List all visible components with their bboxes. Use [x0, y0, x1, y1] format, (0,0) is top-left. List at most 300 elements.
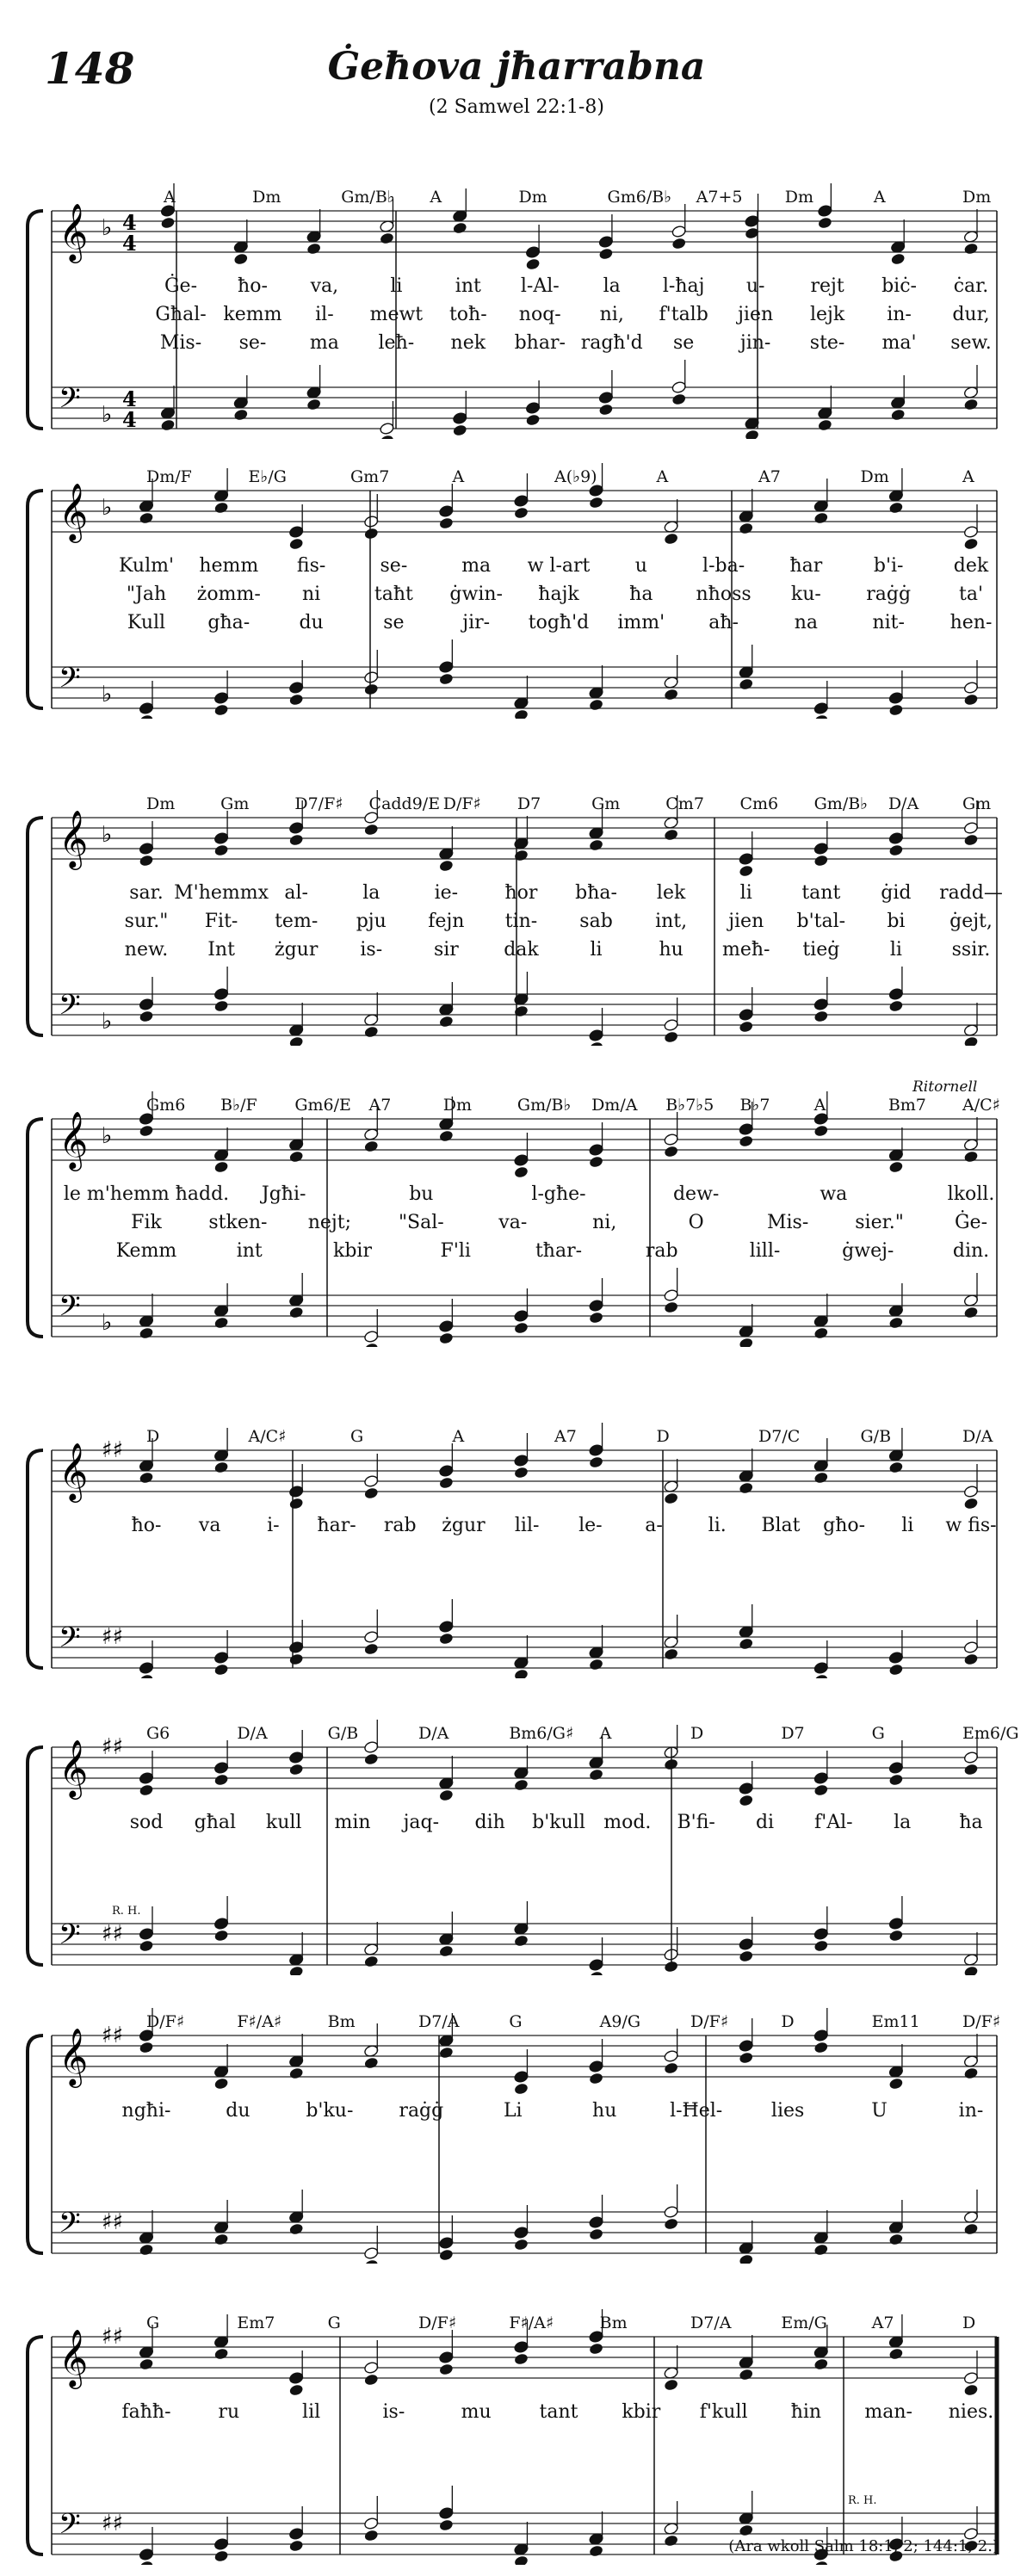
lyric-syllable: ġwin-	[449, 584, 503, 605]
lyric-syllable: dek	[953, 555, 989, 577]
bass-clef-icon: 𝄢	[59, 1918, 81, 1958]
lyric-syllable: l-ħaj	[662, 275, 705, 297]
music-system	[0, 1037, 1033, 1347]
note-head	[306, 365, 322, 411]
lyric-syllable: mewt	[369, 304, 424, 325]
brace	[28, 1450, 43, 1668]
chord-symbol: Dm	[442, 1096, 472, 1115]
lyric-syllable: le-	[578, 1515, 603, 1536]
note-head	[139, 977, 154, 1023]
music-system	[0, 1665, 1033, 1975]
rh-marking: R. H.	[112, 1905, 141, 1918]
note-head	[664, 2345, 679, 2392]
lyric-syllable: għa-	[207, 612, 251, 633]
chord-symbol: Dm	[146, 794, 176, 813]
bass-clef-icon: 𝄢	[59, 2207, 81, 2246]
chord-symbol: D/A	[237, 1724, 268, 1743]
lyric-syllable: O	[688, 1212, 704, 1233]
lyric-syllable: kbir	[622, 2401, 661, 2423]
note-head	[213, 2200, 229, 2246]
lyric-syllable: stken-	[208, 1212, 268, 1233]
lyric-syllable: se-	[238, 332, 267, 354]
lyric-syllable: Kull	[127, 612, 166, 633]
chord-symbol: Gm6/E	[294, 1096, 351, 1115]
lyric-line	[0, 275, 1033, 300]
note-head	[813, 2210, 829, 2257]
lyric-syllable: ru	[218, 2401, 240, 2423]
lyric-syllable: ta'	[958, 584, 984, 605]
lyric-syllable: din.	[952, 1240, 990, 1262]
brace	[28, 1747, 43, 1965]
lyric-syllable: ku-	[790, 584, 821, 605]
lyric-syllable: int	[236, 1240, 263, 1262]
chord-symbol: A	[656, 467, 669, 486]
lyric-syllable: ħa	[959, 1812, 983, 1833]
lyric-syllable: fis-	[296, 555, 326, 577]
lyric-syllable: b'i-	[873, 555, 904, 577]
chord-symbol: G6	[146, 1724, 170, 1743]
lyric-syllable: hu	[592, 2100, 617, 2122]
bass-clef-icon: 𝄢	[59, 1290, 81, 1330]
chord-symbol: A	[452, 1427, 465, 1446]
lyric-syllable: b'ku-	[306, 2100, 354, 2122]
treble-clef-icon: 𝄞	[59, 1110, 89, 1169]
lyric-syllable: nejt;	[307, 1212, 352, 1233]
lyric-line	[0, 555, 1033, 579]
note-head	[514, 676, 529, 719]
lyric-syllable: le m'hemm ħadd.	[63, 1183, 230, 1205]
lyric-syllable: nħoss	[696, 584, 752, 605]
lyric-syllable: Blat	[761, 1515, 801, 1536]
chord-symbol: D7/F♯	[294, 794, 343, 813]
treble-clef-icon: 𝄞	[59, 1739, 89, 1797]
key-signature-flat-icon: ♭	[102, 402, 113, 428]
lyric-syllable: Mis-	[159, 332, 202, 354]
lyric-line	[0, 939, 1033, 963]
note-head	[739, 645, 754, 691]
lyric-syllable: rab	[383, 1515, 417, 1536]
treble-clef-icon: 𝄞	[59, 1442, 89, 1500]
chord-symbol: Gm/B♭	[516, 1096, 572, 1115]
key-signature-sharp-icon: ♯♯	[102, 1624, 124, 1650]
chord-symbol: G/B	[327, 1724, 359, 1743]
lyric-syllable: ċar.	[953, 275, 989, 297]
footnote: (Ara wkoll Salm 18:1, 2; 144:1, 2.)	[728, 2537, 999, 2555]
lyric-syllable: ni,	[592, 1212, 617, 1233]
lyric-line	[0, 882, 1033, 906]
note-head	[963, 1273, 979, 1319]
music-system	[0, 1954, 1033, 2264]
lyric-syllable: w l-art	[527, 555, 591, 577]
treble-clef-icon: 𝄞	[59, 202, 89, 261]
lyric-syllable: l-ba-	[702, 555, 745, 577]
note-head	[739, 489, 754, 535]
lyric-syllable: a-	[645, 1515, 663, 1536]
note-head	[363, 650, 379, 696]
lyric-syllable: sar.	[129, 882, 164, 904]
chord-symbol: D	[781, 2012, 795, 2031]
lyric-syllable: Mis-	[766, 1212, 809, 1233]
lyric-syllable: f'kull	[699, 2401, 748, 2423]
chord-symbol: Cadd9/E	[368, 794, 441, 813]
lyric-syllable: ħo-	[238, 275, 268, 297]
chord-symbol: D/F♯	[690, 2012, 729, 2031]
lyric-syllable: nit-	[872, 612, 905, 633]
lyric-syllable: se-	[380, 555, 408, 577]
note-head	[739, 1449, 754, 1495]
lyric-syllable: żgur	[442, 1515, 486, 1536]
chord-symbol: D/F♯	[418, 2313, 457, 2332]
note-head	[888, 2200, 904, 2246]
lyric-line	[0, 1812, 1033, 1836]
note-head	[890, 219, 906, 266]
brace	[28, 2337, 43, 2554]
note-head	[139, 681, 154, 719]
note-head	[589, 2195, 604, 2241]
lyric-syllable: l-Ħel-	[670, 2100, 723, 2122]
lyric-syllable: li	[901, 1515, 914, 1536]
lyric-syllable: ma'	[881, 332, 917, 354]
chord-symbols	[0, 794, 1033, 820]
chord-symbol: Gm7	[350, 467, 390, 486]
note-head	[438, 1599, 454, 1646]
note-head	[664, 1459, 679, 1505]
note-head	[438, 2486, 454, 2532]
chord-symbol: D7/A	[418, 2012, 460, 2031]
lyric-syllable: M'hemmx	[174, 882, 269, 904]
key-signature-flat-icon: ♭	[102, 1123, 113, 1149]
lyric-syllable: lejk	[809, 304, 845, 325]
lyric-syllable: Jgħi-	[261, 1183, 306, 1205]
note-head	[514, 972, 529, 1018]
note-head	[739, 1604, 754, 1651]
lyric-syllable: noq-	[518, 304, 561, 325]
lyric-syllable: pju	[356, 911, 387, 932]
lyric-syllable: lill-	[749, 1240, 781, 1262]
chord-symbol: B♭7	[739, 1096, 770, 1115]
chord-symbol: D	[962, 2313, 976, 2332]
chord-symbol: A	[430, 188, 442, 207]
chord-symbol: D/F♯	[146, 2012, 185, 2031]
lyric-syllable: lil-	[514, 1515, 540, 1536]
key-signature-flat-icon: ♭	[102, 1310, 113, 1336]
note-head	[813, 1294, 829, 1340]
note-head	[438, 1912, 454, 1958]
key-signature-sharp-icon: ♯♯	[102, 1437, 124, 1463]
lyric-syllable: li	[390, 275, 403, 297]
chord-symbol: Bm	[327, 2012, 356, 2031]
lyric-syllable: għo-	[823, 1515, 866, 1536]
lyric-syllable: lies	[770, 2100, 805, 2122]
chord-symbol: D	[146, 1427, 160, 1446]
lyric-syllable: la	[362, 882, 380, 904]
lyric-syllable: hu	[659, 939, 684, 961]
lyric-syllable: żomm-	[196, 584, 261, 605]
note-head	[363, 2496, 379, 2542]
treble-clef-icon: 𝄞	[59, 482, 89, 541]
lyric-syllable: Fik	[131, 1212, 162, 1233]
note-head	[664, 1615, 679, 1661]
lyric-syllable: na	[794, 612, 819, 633]
treble-clef-icon: 𝄞	[59, 2328, 89, 2387]
chord-symbol: F♯/A♯	[237, 2012, 282, 2031]
lyric-syllable: nies.	[948, 2401, 994, 2423]
chord-symbol: Cm7	[665, 794, 704, 813]
lyric-syllable: "Sal-	[398, 1212, 444, 1233]
lyric-syllable: imm'	[617, 612, 665, 633]
lyric-syllable: is-	[360, 939, 383, 961]
chord-symbols	[0, 467, 1033, 493]
lyric-line	[0, 911, 1033, 935]
note-head	[664, 2501, 679, 2548]
lyric-syllable: min	[334, 1812, 371, 1833]
note-head	[963, 2190, 979, 2236]
note-head	[213, 1896, 229, 1943]
lyric-line	[0, 332, 1033, 356]
music-system	[0, 409, 1033, 719]
note-head	[589, 665, 604, 712]
lyric-line	[0, 1183, 1033, 1208]
lyric-syllable: ħar	[789, 555, 823, 577]
chord-symbol: A7	[368, 1096, 392, 1115]
bass-clef-icon: 𝄢	[59, 662, 81, 701]
lyric-syllable: va	[198, 1515, 221, 1536]
note-head	[139, 2210, 154, 2257]
lyric-syllable: li.	[708, 1515, 727, 1536]
lyric-syllable: se	[383, 612, 405, 633]
brace	[28, 2035, 43, 2253]
chord-symbol: G/B	[860, 1427, 892, 1446]
lyric-syllable: rab	[645, 1240, 678, 1262]
lyric-line	[0, 584, 1033, 608]
lyric-syllable: kull	[265, 1812, 302, 1833]
lyric-syllable: lil	[302, 2401, 321, 2423]
lyric-syllable: tħar-	[535, 1240, 583, 1262]
lyric-syllable: jaq-	[403, 1812, 440, 1833]
lyric-line	[0, 1240, 1033, 1264]
lyric-syllable: Għal-	[155, 304, 207, 325]
bass-clef-icon: 𝄢	[59, 989, 81, 1029]
lyric-syllable: dak	[504, 939, 539, 961]
chord-symbol: A/C♯	[248, 1427, 287, 1446]
chord-symbol: Bm6/G♯	[509, 1724, 574, 1743]
chord-symbol: Gm/B♭	[813, 794, 869, 813]
key-signature-sharp-icon: ♯♯	[102, 2023, 124, 2048]
note-head	[139, 2527, 154, 2565]
ritornell-label: Ritornell	[912, 1078, 978, 1096]
chord-symbol: Gm	[220, 794, 250, 813]
lyric-syllable: bi	[887, 911, 906, 932]
chord-symbols	[0, 2012, 1033, 2038]
lyric-syllable: "Jah	[126, 584, 167, 605]
note-head	[514, 2522, 529, 2565]
bass-clef-icon: 𝄢	[59, 382, 81, 422]
lyric-syllable: mu	[461, 2401, 492, 2423]
chord-symbols	[0, 2313, 1033, 2339]
lyric-syllable: ġwej-	[842, 1240, 894, 1262]
chord-symbol: A/C♯	[962, 1096, 1000, 1115]
key-signature-flat-icon: ♭	[102, 822, 113, 848]
lyric-syllable: li	[889, 939, 902, 961]
lyric-syllable: sir	[433, 939, 459, 961]
lyric-syllable: bu	[409, 1183, 434, 1205]
chord-symbol: D/A	[962, 1427, 993, 1446]
lyric-syllable: ħajk	[538, 584, 579, 605]
chord-symbol: Em/G	[781, 2313, 827, 2332]
note-head	[213, 1283, 229, 1330]
hymn-number: 148	[45, 43, 135, 94]
music-system	[0, 2255, 1033, 2565]
lyric-syllable: in-	[958, 2100, 984, 2122]
lyric-syllable: new.	[124, 939, 169, 961]
chord-symbol: Cm6	[739, 794, 779, 813]
lyric-line	[0, 304, 1033, 328]
time-signature: 4	[122, 231, 137, 256]
note-head	[514, 1901, 529, 1948]
chord-symbol: Gm/B♭	[341, 188, 395, 207]
chord-symbol: A	[813, 1096, 826, 1115]
chord-symbol: Gm	[591, 794, 621, 813]
lyric-syllable: B'fi-	[677, 1812, 715, 1833]
note-head	[514, 816, 529, 862]
time-signature: 4	[122, 386, 137, 411]
chord-symbols	[0, 1096, 1033, 1121]
lyric-syllable: w fis-	[945, 1515, 997, 1536]
bass-clef-icon: 𝄢	[59, 1622, 81, 1661]
lyric-syllable: b'kull	[532, 1812, 585, 1833]
music-system	[0, 129, 1033, 439]
chord-symbol: A(♭9)	[554, 467, 597, 486]
lyric-syllable: sier."	[855, 1212, 904, 1233]
chord-symbol: A7	[871, 2313, 894, 2332]
lyric-syllable: bhar-	[514, 332, 566, 354]
lyric-syllable: is-	[382, 2401, 405, 2423]
chord-symbols	[0, 188, 1033, 213]
note-head	[963, 365, 979, 411]
note-head	[213, 2044, 229, 2091]
lyric-syllable: sod	[129, 1812, 164, 1833]
note-head	[739, 1304, 754, 1347]
lyric-syllable: u-	[745, 275, 765, 297]
chord-symbol: A7	[554, 1427, 577, 1446]
lyric-syllable: ħo-	[131, 1515, 162, 1536]
time-signature: 4	[122, 210, 137, 235]
lyric-syllable: leħ-	[378, 332, 415, 354]
lyric-syllable: hen-	[949, 612, 993, 633]
lyric-syllable: int,	[655, 911, 688, 932]
lyric-syllable: u	[634, 555, 647, 577]
key-signature-sharp-icon: ♯♯	[102, 2324, 124, 2350]
lyric-syllable: rejt	[810, 275, 844, 297]
lyric-syllable: ma	[461, 555, 492, 577]
lyric-syllable: jien	[728, 911, 764, 932]
lyric-syllable: jien	[738, 304, 774, 325]
lyric-syllable: kemm	[223, 304, 282, 325]
lyric-syllable: lek	[656, 882, 686, 904]
lyric-syllable: tieġ	[802, 939, 840, 961]
treble-clef-icon: 𝄞	[59, 809, 89, 868]
lyric-syllable: va,	[310, 275, 339, 297]
chord-symbols	[0, 1427, 1033, 1453]
lyric-syllable: raġġ	[866, 584, 912, 605]
lyric-syllable: b'tal-	[796, 911, 846, 932]
lyric-syllable: sur."	[124, 911, 169, 932]
note-head	[813, 681, 829, 719]
chord-symbol: D7/C	[758, 1427, 801, 1446]
note-head	[139, 1906, 154, 1953]
lyric-syllable: tant	[539, 2401, 578, 2423]
hymn-title: Ġeħova jħarrabna	[327, 45, 706, 89]
key-signature-flat-icon: ♭	[102, 682, 113, 707]
note-head	[963, 2034, 979, 2080]
lyric-syllable: ste-	[809, 332, 845, 354]
lyric-syllable: meħ-	[721, 939, 770, 961]
lyric-syllable: lkoll.	[947, 1183, 995, 1205]
chord-symbol: Em6/G	[962, 1724, 1019, 1743]
lyric-syllable: ma	[309, 332, 339, 354]
lyric-syllable: U	[871, 2100, 888, 2122]
chord-symbol: D	[656, 1427, 670, 1446]
chord-symbol: Em11	[871, 2012, 920, 2031]
note-head	[213, 967, 229, 1013]
lyric-syllable: aħ-	[708, 612, 739, 633]
note-head	[363, 1609, 379, 1656]
lyric-syllable: kbir	[333, 1240, 372, 1262]
chord-symbol: Dm	[860, 467, 889, 486]
lyric-syllable: fejn	[428, 911, 465, 932]
chord-symbol: Dm	[962, 188, 992, 207]
music-system	[0, 736, 1033, 1046]
lyric-syllable: ie-	[434, 882, 459, 904]
note-head	[438, 982, 454, 1029]
lyric-syllable: ragħ'd	[580, 332, 643, 354]
note-head	[589, 1625, 604, 1671]
chord-symbol: A7+5	[696, 188, 743, 207]
note-head	[213, 1127, 229, 1174]
lyric-syllable: va-	[498, 1212, 528, 1233]
lyric-syllable: Ġe-	[954, 1212, 988, 1233]
lyric-syllable: taħt	[374, 584, 413, 605]
lyric-syllable: tant	[801, 882, 841, 904]
lyric-syllable: li	[590, 939, 603, 961]
note-head	[589, 2511, 604, 2558]
lyric-line	[0, 1515, 1033, 1539]
note-head	[813, 977, 829, 1023]
lyric-syllable: toħ-	[448, 304, 487, 325]
chord-symbol: D/A	[418, 1724, 449, 1743]
lyric-syllable: f'talb	[659, 304, 708, 325]
key-signature-flat-icon: ♭	[102, 215, 113, 241]
note-head	[438, 826, 454, 873]
chord-symbol: D/F♯	[442, 794, 481, 813]
lyric-syllable: tem-	[275, 911, 319, 932]
chord-symbol: Dm	[518, 188, 547, 207]
lyric-syllable: Ġe-	[164, 275, 198, 297]
chord-symbol: E♭/G	[248, 467, 287, 486]
lyric-syllable: raġġ	[399, 2100, 444, 2122]
note-head	[963, 1117, 979, 1164]
chord-symbol: A	[164, 188, 176, 207]
lyric-syllable: sab	[579, 911, 613, 932]
time-signature: 4	[122, 407, 137, 432]
lyric-syllable: F'li	[440, 1240, 471, 1262]
chord-symbol: A7	[758, 467, 781, 486]
lyric-syllable: ħar-	[317, 1515, 356, 1536]
lyric-syllable: dih	[474, 1812, 505, 1833]
lyric-syllable: ħin	[790, 2401, 822, 2423]
note-head	[664, 499, 679, 546]
lyric-syllable: se	[673, 332, 695, 354]
